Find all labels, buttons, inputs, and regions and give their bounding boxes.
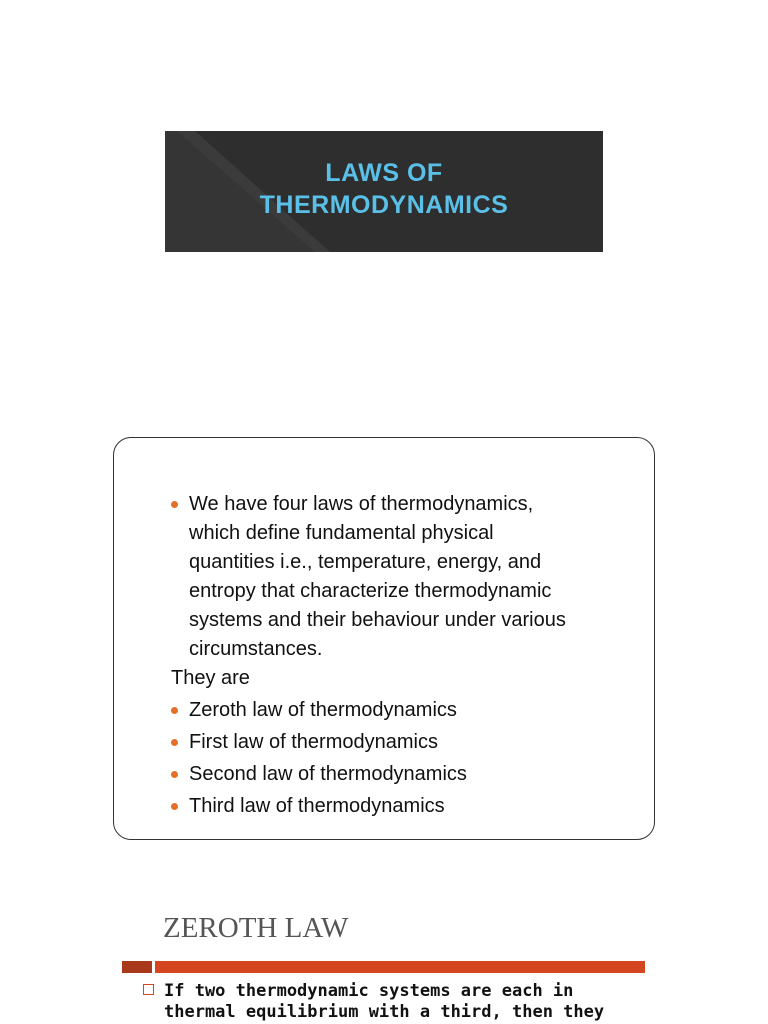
law-item-zeroth [171,696,641,725]
heading-rule [155,961,645,973]
intro-line: circumstances. [189,638,323,660]
content-slide [113,437,655,840]
heading-rule-accent [122,961,152,973]
zeroth-law-body [143,981,623,1023]
intro-bullet [171,490,641,664]
law-label: Second law of thermodynamics [189,763,467,785]
zeroth-law-line: thermal equilibrium with a third, then they [164,1002,605,1022]
zeroth-law-line [143,981,623,1002]
slide-title [165,157,603,221]
law-item-first [171,728,641,757]
bullet-dot-icon [171,707,178,714]
slide-title-line1: LAWS OF [325,159,443,187]
law-item-third [171,792,641,821]
intro-line: systems and their behaviour under various [189,609,566,631]
they-are-text: They are [171,667,250,689]
intro-line: We have four laws of thermodynamics, [189,493,534,515]
bullet-dot-icon [171,501,178,508]
law-label: Third law of thermodynamics [189,795,445,817]
square-bullet-icon [143,984,154,995]
slide-title-line2: THERMODYNAMICS [259,191,509,219]
intro-line: entropy that characterize thermodynamic [189,580,552,602]
title-slide [165,131,603,252]
zeroth-law-heading: ZEROTH LAW [163,912,349,944]
law-label: Zeroth law of thermodynamics [189,699,457,721]
law-label: First law of thermodynamics [189,731,438,753]
law-item-second [171,760,641,789]
bullet-dot-icon [171,803,178,810]
intro-line: quantities i.e., temperature, energy, and [189,551,542,573]
zeroth-law-line-text: If two thermodynamic systems are each in [164,981,574,1001]
intro-line: which define fundamental physical [189,522,494,544]
bullet-dot-icon [171,739,178,746]
bullet-dot-icon [171,771,178,778]
content-body [171,490,641,821]
